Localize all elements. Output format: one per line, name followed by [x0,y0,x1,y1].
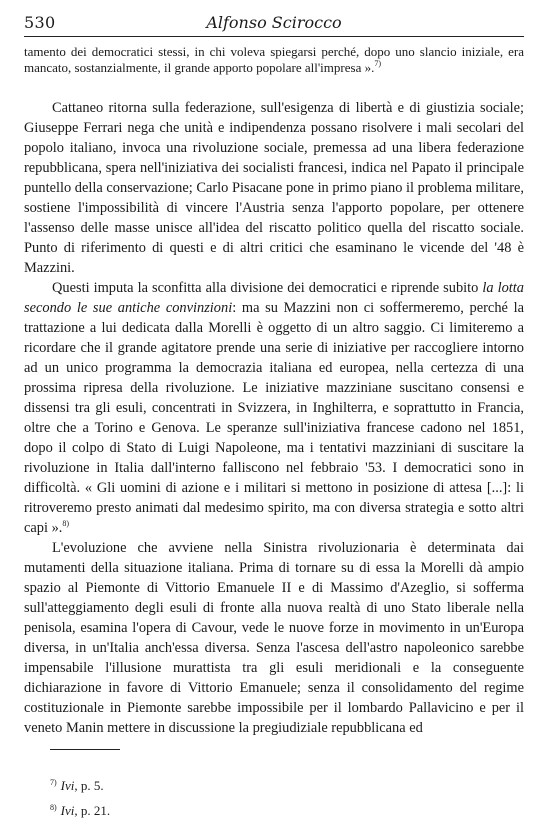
footnote-mark: 8) [50,803,57,812]
footnotes [50,772,470,822]
paragraph-2-text-a: Questi imputa la sconfitta alla divisione dei democratici e riprende subito [52,280,483,296]
running-head: Alfonso Scirocco [206,13,342,32]
footnote-source: Ivi [60,803,75,818]
footnote-page: , p. 5. [74,778,104,793]
quote-continuation [24,44,524,76]
footnote-divider [50,749,120,750]
quote-continuation-text: tamento dei democratici stessi, in chi voleva spiegarsi perché, dopo uno slancio iniziale, era mancato, sostanzialmente, il grande apporto popolare all'impresa ». [24,44,524,75]
footnote-7 [50,772,470,797]
paragraph-2-text-b: : ma su Mazzini non ci soffermeremo, perché la trattazione a lui dedicata dalla Morelli è oggetto di un altro saggio. Ci limiteremo a ricordare che il grande agitatore prende una serie di iniziative per raccogliere intorno ad un unico programma la democrazia italiana ed europea, nella certezza di una prossima ripresa della rivoluzione. Le iniziative mazziniane suscitano consensi e dissensi tra gli esuli, concentrati in Svizzera, in Inghilterra, e soprattutto in Francia, oltre che a Torino e Genova. Le speranze sull'iniziativa francese cadono nel 1851, dopo il colpo di Stato di Luigi Napoleone, ma i tentativi mazziniani di suscitare la rivoluzione in Italia dall'interno falliscono nel febbraio '53. I democratici sono in difficoltà. « Gli uomini di azione e i militari si mettono in posizione di attesa [...]: li ritroveremo presto animati dal medesimo spirito, ma con diversa strategia e sotto altri capi ». [24,300,524,536]
footnote-mark: 7) [50,778,57,787]
paragraph-1: Cattaneo ritorna sulla federazione, sull'esigenza di libertà e di giustizia sociale; Giuseppe Ferrari nega che unità e indipendenza possano risolvere i mali secolari del popolo italiano, invoca una rivoluzione sociale, premessa ad una libera federazione repubblicana, spera nell'iniziativa dei socialisti francesi, indica nel Papato il principale puntello della conservazione; Carlo Pisacane pone in primo piano il problema militare, sostiene l'impossibilità di vincere l'Austria senza l'apporto popolare, per ottenere l'assenso delle masse unisce all'idea del riscatto politico quella del riscatto sociale. Punto di riferimento di questi e di altri critici che esaminano le vicende del '48 è Mazzini. [24,100,524,276]
paragraph-2-italic: la lotta secondo le sue antiche convinzioni [24,280,524,316]
footnote-page: , p. 21. [74,803,111,818]
footnote-source: Ivi [60,778,75,793]
paragraph-3: L'evoluzione che avviene nella Sinistra rivoluzionaria è determinata dai mutamenti della situazione italiana. Prima di tornare su di essa la Morelli dà ampio spazio al Piemonte di Vittorio Emanuele II e di Massimo d'Azeglio, si sofferma sull'atteggiamento degli esuli di fronte alla nuova realtà di uno Stato liberale nella penisola, esamina l'opera di Cavour, vede le nuove forze in movimento in un'Europa diversa, in un'Italia anch'essa diversa. Senza l'ascesa dell'astro napoleonico sarebbe impensabile l'illusione murattista tra gli esuli meridionali e la conseguente dichiarazione in favore di Vittorio Emanuele; senza il consolidamento del regime costituzionale in Piemonte sarebbe impossibile per il lombardo Pallavicino e per il veneto Manin mettere in discussione la pregiudiziale repubblicana ed [24,540,524,736]
page-number: 530 [24,13,56,32]
footnote-ref-8: 8) [62,519,70,528]
paragraph-2 [24,278,524,538]
footnote-8 [50,797,470,822]
body-text [24,44,524,738]
page-header [24,10,524,37]
footnote-ref-7: 7) [374,59,382,68]
